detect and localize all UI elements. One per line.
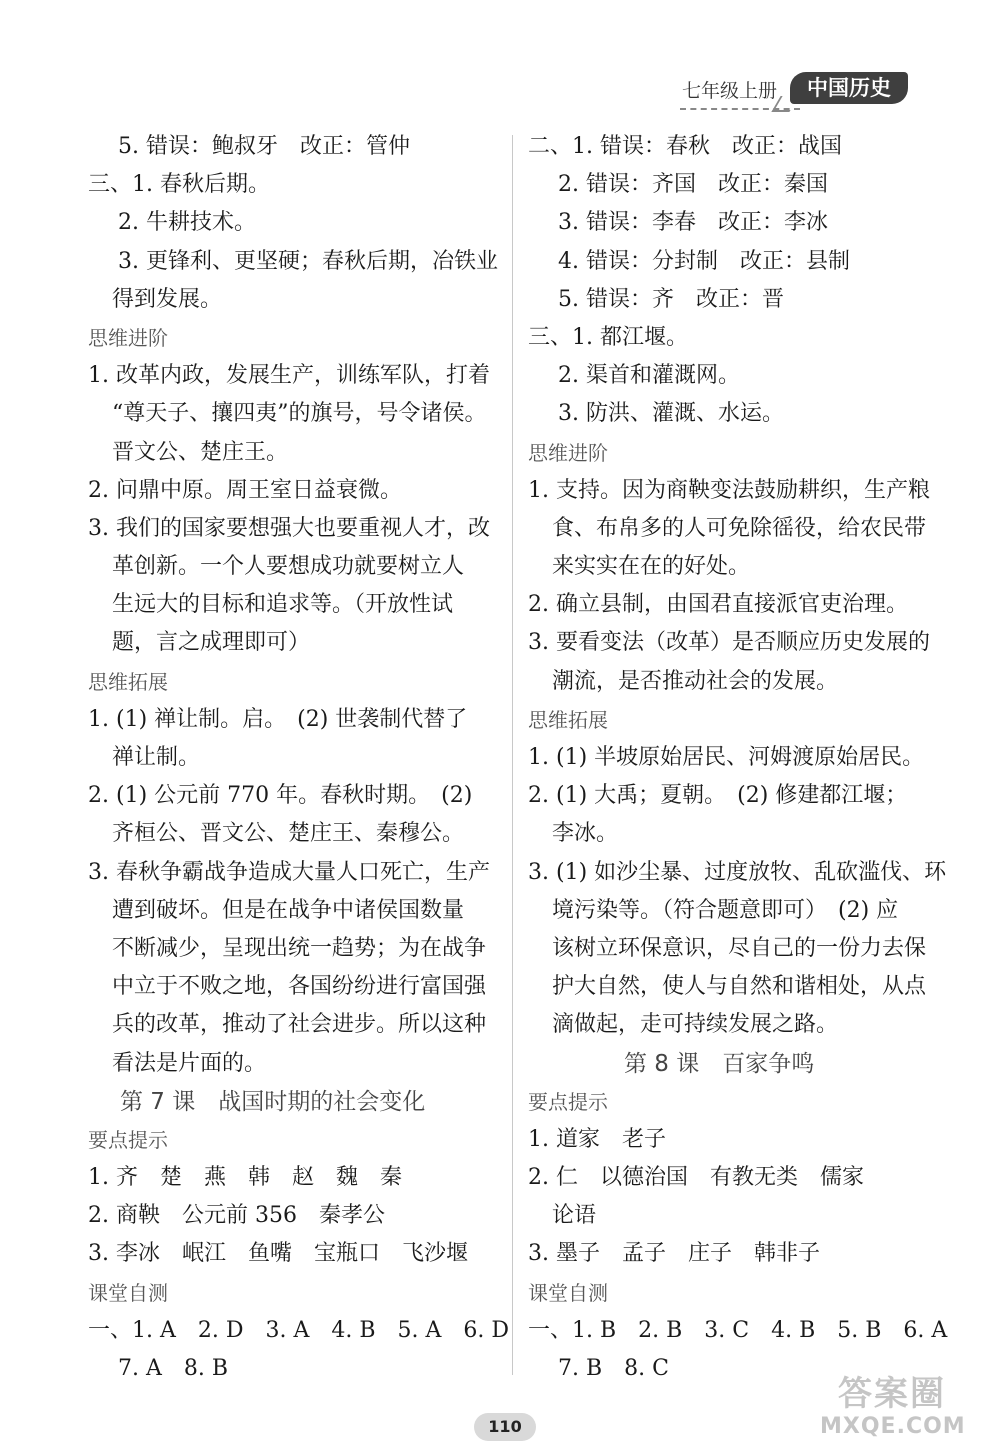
answer-line: “尊天子、攘四夷”的旗号，号令诸侯。	[112, 401, 487, 427]
section-heading: 课堂自测	[88, 1280, 168, 1305]
answer-line: 看法是片面的。	[112, 1050, 267, 1076]
answer-line: 得到发展。	[112, 286, 223, 312]
answer-line: 2. 问鼎中原。周王室日益衰微。	[88, 477, 402, 503]
lesson-title: 第 8 课 百家争鸣	[624, 1050, 815, 1077]
answer-line: 一、1. A 2. D 3. A 4. B 5. A 6. D	[88, 1317, 510, 1343]
answer-line: 二、1. 错误：春秋 改正：战国	[528, 134, 842, 159]
answer-line: 1. 改革内政，发展生产，训练军队，打着	[88, 363, 490, 389]
answer-line: 1. (1) 禅让制。启。 (2) 世袭制代替了	[88, 706, 468, 732]
answer-line: 3. 防洪、灌溉、水运。	[558, 401, 784, 427]
section-heading: 思维拓展	[88, 669, 168, 694]
answer-line: 1. (1) 半坡原始居民、河姆渡原始居民。	[528, 745, 925, 770]
answer-line: 境污染等。（符合题意即可） (2) 应	[552, 897, 899, 923]
answer-line: 该树立环保意识，尽自己的一份力去保	[552, 935, 927, 961]
section-heading: 要点提示	[528, 1089, 608, 1114]
answer-line: 1. 齐 楚 燕 韩 赵 魏 秦	[88, 1165, 402, 1191]
answer-line: 2. 仁 以德治国 有教无类 儒家	[528, 1165, 864, 1191]
answer-line: 3. 李冰 岷江 鱼嘴 宝瓶口 飞沙堰	[88, 1241, 468, 1267]
answer-line: 滴做起，走可持续发展之路。	[552, 1012, 839, 1038]
answer-line: 来实实在在的好处。	[552, 554, 751, 580]
answer-line: 齐桓公、晋文公、楚庄王、秦穆公。	[112, 821, 465, 847]
grade-label: 七年级上册	[682, 80, 778, 102]
answer-line: 护大自然，使人与自然和谐相处，从点	[552, 974, 927, 1000]
answer-line: 三、1. 春秋后期。	[88, 172, 270, 198]
answer-line: 2. 确立县制，由国君直接派官吏治理。	[528, 592, 908, 618]
answer-line: 一、1. B 2. B 3. C 4. B 5. B 6. A	[528, 1317, 948, 1343]
answer-line: 3. 春秋争霸战争造成大量人口死亡，生产	[88, 859, 490, 885]
answer-line: 3. 墨子 孟子 庄子 韩非子	[528, 1241, 820, 1267]
section-heading: 思维进阶	[528, 440, 608, 465]
answer-line: 1. 道家 老子	[528, 1126, 666, 1152]
answer-line: 晋文公、楚庄王。	[112, 439, 289, 465]
answer-line: 5. 错误：齐 改正：晋	[558, 286, 784, 312]
section-heading: 思维拓展	[528, 707, 608, 732]
answer-line: 5. 错误：鲍叔牙 改正：管仲	[118, 134, 410, 159]
section-heading: 课堂自测	[528, 1280, 608, 1305]
watermark-logo	[820, 1366, 990, 1446]
section-heading: 要点提示	[88, 1127, 168, 1152]
answer-line: 中立于不败之地，各国纷纷进行富国强	[112, 974, 487, 1000]
answer-line: 2. 商鞅 公元前 356 秦孝公	[88, 1203, 385, 1229]
answer-line: 食、布帛多的人可免除徭役，给农民带	[552, 515, 927, 541]
answer-line: 2. 渠首和灌溉网。	[558, 363, 740, 389]
answer-line: 2. (1) 公元前 770 年。春秋时期。 (2)	[88, 783, 473, 809]
answer-line: 生远大的目标和追求等。（开放性试	[112, 592, 454, 618]
answer-line: 禅让制。	[112, 745, 201, 770]
answer-line: 革创新。一个人要想成功就要树立人	[112, 554, 465, 580]
lesson-title: 第 7 课 战国时期的社会变化	[120, 1088, 426, 1115]
answer-line: 7. B 8. C	[558, 1356, 669, 1381]
answer-line: 遭到破坏。但是在战争中诸侯国数量	[112, 897, 465, 923]
watermark-text: 答案圈	[838, 1374, 946, 1414]
answer-line: 2. (1) 大禹；夏朝。 (2) 修建都江堰；	[528, 783, 908, 809]
page-header	[680, 72, 920, 108]
subject-badge: 中国历史	[790, 72, 908, 104]
answer-line: 3. 我们的国家要想强大也要重视人才，改	[88, 515, 490, 541]
answer-line: 1. 支持。因为商鞅变法鼓励耕织，生产粮	[528, 477, 930, 503]
answer-line: 3. 错误：李春 改正：李冰	[558, 210, 828, 236]
answer-line: 4. 错误：分封制 改正：县制	[558, 248, 850, 274]
answer-line: 3. 更锋利、更坚硬；春秋后期，冶铁业	[118, 248, 498, 274]
answer-line: 论语	[552, 1203, 597, 1229]
answer-line: 潮流，是否推动社会的发展。	[552, 668, 839, 694]
watermark-url: MXQE.COM	[820, 1414, 966, 1439]
answer-line: 2. 错误：齐国 改正：秦国	[558, 172, 828, 198]
answer-line: 李冰。	[552, 821, 619, 847]
answer-line: 不断减少，呈现出统一趋势；为在战争	[112, 935, 487, 961]
section-heading: 思维进阶	[88, 325, 168, 350]
answer-line: 3. (1) 如沙尘暴、过度放牧、乱砍滥伐、环	[528, 859, 947, 885]
left-answer-column	[88, 128, 510, 1388]
page-number: 110	[474, 1413, 536, 1441]
answer-line: 7. A 8. B	[118, 1356, 229, 1381]
answer-line: 3. 要看变法（改革）是否顺应历史发展的	[528, 630, 930, 656]
answer-line: 兵的改革，推动了社会进步。所以这种	[112, 1012, 487, 1038]
answer-line: 三、1. 都江堰。	[528, 324, 688, 350]
answer-line: 题，言之成理即可）	[112, 630, 311, 656]
answer-line: 2. 牛耕技术。	[118, 210, 256, 236]
column-divider	[512, 135, 513, 1375]
right-answer-column	[528, 128, 948, 1388]
